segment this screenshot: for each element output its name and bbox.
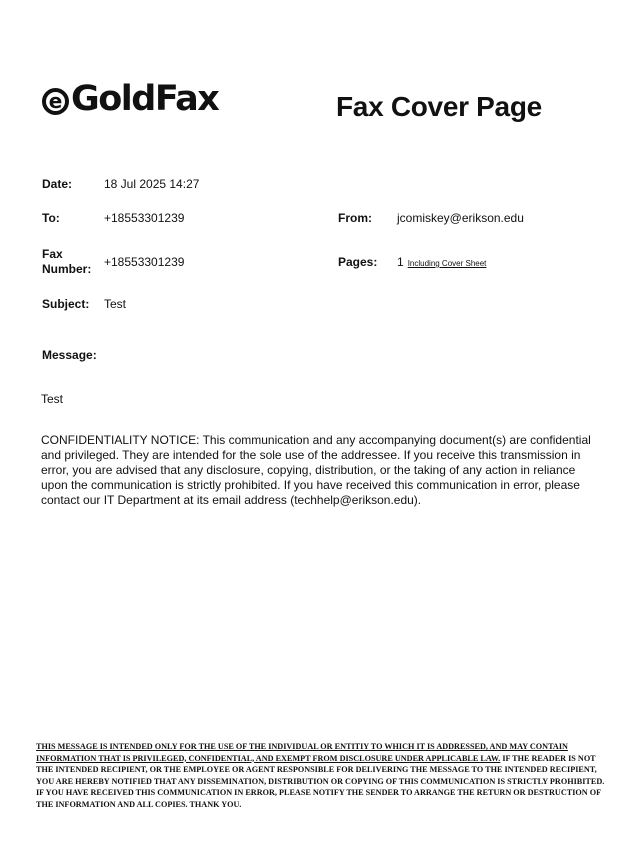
confidentiality-notice: CONFIDENTIALITY NOTICE: This communication and any accompanying document(s) are confidential and privileged. They are intended for the sole use of the addressee. If you receive this transmission in error, you are advised that any disclosure, copying, distribution, or the taking of any action in reliance upon the communication is strictly prohibited. If you have received this communication in error, please contact our IT Department at its email address (techhelp@erikson.edu).: [41, 433, 591, 507]
footer-underlined-text: THIS MESSAGE IS INTENDED ONLY FOR THE USE OF THE INDIVIDUAL OR ENTITIY TO WHICH IT IS ADDRESSED, AND MAY CONTAIN INFORMATION THAT IS PRIVILEGED, CONFIDENTIAL, AND EXEMPT FROM DISCLOSURE UNDER APPLICABLE LAW.: [36, 742, 568, 763]
logo-e-badge: e: [42, 88, 69, 115]
date-label: Date:: [42, 177, 73, 191]
pages-value: 1: [397, 255, 404, 269]
goldfax-logo: [42, 79, 219, 119]
to-label: To:: [42, 211, 60, 225]
message-label: Message:: [42, 348, 97, 362]
subject-label: Subject:: [42, 297, 90, 311]
pages-note: Including Cover Sheet: [407, 259, 487, 268]
from-value: jcomiskey@erikson.edu: [397, 211, 524, 225]
pages-label: Pages:: [338, 255, 378, 269]
footer-rest-text: IF THE READER IS NOT THE INTENDED RECIPIENT, OR THE EMPLOYEE OR AGENT RESPONSIBLE FOR DELIVERING THE MESSAGE TO THE INTENDED RECIPIENT, YOU ARE HEREBY NOTIFIED THAT ANY DISSEMINATION, DISTRIBUTION OR COPYING OF THIS COMMUNICATION IS STRICTLY PROHIBITED. IF YOU HAVE RECEIVED THIS COMMUNICATION IN ERROR, PLEASE NOTIFY THE SENDER TO ARRANGE THE RETURN OR DESTRUCTION OF THE INFORMATION AND ALL COPIES. THANK YOU.: [36, 753, 605, 809]
to-value: +18553301239: [104, 211, 185, 225]
message-value: Test: [41, 392, 64, 406]
fax-label-line1: Fax: [42, 247, 63, 261]
subject-value: Test: [104, 297, 127, 311]
page-title: Fax Cover Page: [336, 91, 542, 122]
logo-text: GoldFax: [71, 79, 219, 119]
from-label: From:: [338, 211, 372, 225]
pages-value-group: [397, 255, 486, 269]
fax-number-value: +18553301239: [104, 255, 185, 269]
date-value: 18 Jul 2025 14:27: [104, 177, 200, 191]
fax-label-line2: Number:: [42, 262, 92, 276]
legal-footer: [36, 741, 612, 810]
fax-number-label: [42, 247, 91, 277]
